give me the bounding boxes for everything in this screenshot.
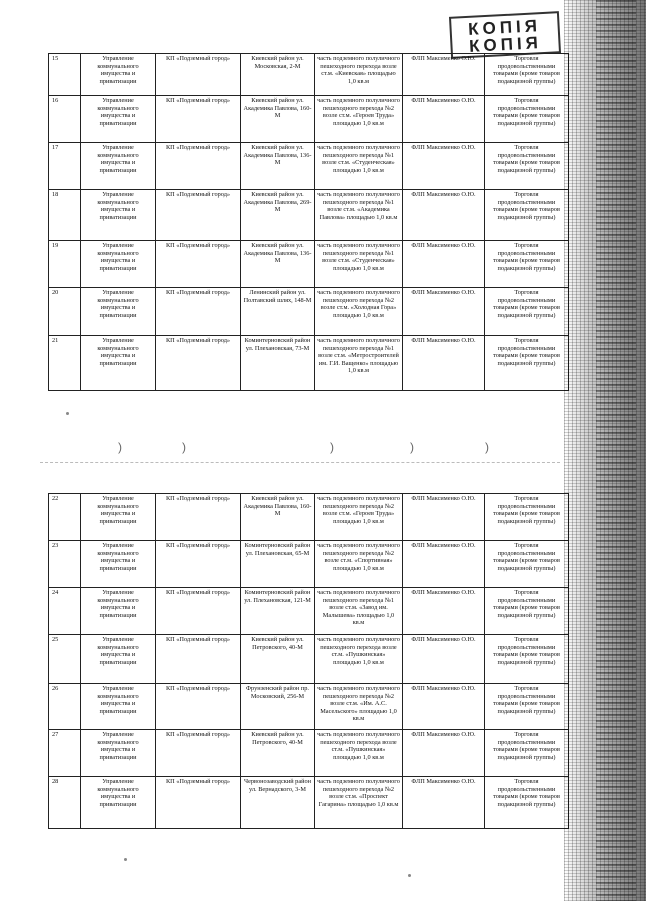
address-cell: Ленинский район ул. Полтавский шлях, 148-М (241, 288, 315, 336)
enterprise-cell: КП «Подземный город» (156, 190, 241, 241)
enterprise-cell: КП «Подземный город» (156, 494, 241, 541)
object-cell: часть подземного полуличного пешеходного перехода №2 возле ст.м. «Героев Труда» площадью 1,0 кв.м (315, 96, 403, 143)
table-row (49, 288, 569, 336)
row-number: 16 (49, 96, 81, 143)
object-cell: часть подземного полуличного пешеходного перехода №2 возле ст.м. «Героев Труда» площадью 1,0 кв.м (315, 494, 403, 541)
enterprise-cell: КП «Подземный город» (156, 777, 241, 829)
copy-stamp (449, 11, 561, 59)
enterprise-cell: КП «Подземный город» (156, 588, 241, 635)
table-row (49, 54, 569, 96)
use-cell: Торговля продовольственными товарами (кроме товаров подакцизной группы) (485, 730, 569, 777)
object-cell: часть подземного полуличного пешеходного перехода №1 возле ст.м. «Метростроителей им. Г.И. Ващенко» площадью 1,0 кв.м (315, 336, 403, 391)
address-cell: Коминтерновский район ул. Плехановская, 121-М (241, 588, 315, 635)
tenant-cell: ФЛП Максименко О.Ю. (403, 541, 485, 588)
organization-cell: Управление коммунального имущества и приватизации (81, 241, 156, 288)
scan-artifact: ) (485, 440, 489, 454)
object-cell: часть подземного полуличного пешеходного перехода №2 возле ст.м. «Холодная Гора» площадью 1,0 кв.м (315, 288, 403, 336)
row-number: 19 (49, 241, 81, 288)
scan-artifact: ) (182, 440, 186, 454)
tenant-cell: ФЛП Максименко О.Ю. (403, 635, 485, 684)
use-cell: Торговля продовольственными товарами (кроме товаров подакцизной группы) (485, 54, 569, 96)
table-row (49, 494, 569, 541)
row-number: 15 (49, 54, 81, 96)
row-number: 20 (49, 288, 81, 336)
address-cell: Коминтерновский район ул. Плехановская, 65-М (241, 541, 315, 588)
lease-table-bottom (48, 493, 569, 829)
lease-table-bottom-body (49, 494, 569, 829)
table-row (49, 541, 569, 588)
use-cell: Торговля продовольственными товарами (кроме товаров подакцизной группы) (485, 777, 569, 829)
table-row (49, 730, 569, 777)
enterprise-cell: КП «Подземный город» (156, 241, 241, 288)
use-cell: Торговля продовольственными товарами (кроме товаров подакцизной группы) (485, 190, 569, 241)
object-cell: часть подземного полуличного пешеходного перехода №1 возле ст.м. «Студенческая» площадью 1,0 кв.м (315, 241, 403, 288)
organization-cell: Управление коммунального имущества и приватизации (81, 541, 156, 588)
object-cell: часть подземного полуличного пешеходного перехода возле ст.м. «Пушкинская» площадью 1,0 кв.м (315, 635, 403, 684)
use-cell: Торговля продовольственными товарами (кроме товаров подакцизной группы) (485, 96, 569, 143)
table-row (49, 777, 569, 829)
scan-artifact: ) (410, 440, 414, 454)
address-cell: Коминтерновский район ул. Плехановская, 73-М (241, 336, 315, 391)
enterprise-cell: КП «Подземный город» (156, 288, 241, 336)
organization-cell: Управление коммунального имущества и приватизации (81, 336, 156, 391)
object-cell: часть подземного полуличного пешеходного перехода №2 возле ст.м. «Проспект Гагарина» площадью 1,0 кв.м (315, 777, 403, 829)
organization-cell: Управление коммунального имущества и приватизации (81, 143, 156, 190)
table-row (49, 241, 569, 288)
table-row (49, 143, 569, 190)
row-number: 27 (49, 730, 81, 777)
object-cell: часть подземного полуличного пешеходного перехода №1 возле ст.м. «Завод им. Малышева» площадью 1,0 кв.м (315, 588, 403, 635)
scan-artifact: ) (330, 440, 334, 454)
organization-cell: Управление коммунального имущества и приватизации (81, 96, 156, 143)
organization-cell: Управление коммунального имущества и приватизации (81, 588, 156, 635)
address-cell: Червонозаводский район ул. Вернадского, 3-М (241, 777, 315, 829)
address-cell: Киевский район ул. Академика Павлова, 136-М (241, 241, 315, 288)
scan-artifact (66, 412, 69, 415)
address-cell: Киевский район ул. Академика Павлова, 160-М (241, 96, 315, 143)
organization-cell: Управление коммунального имущества и приватизации (81, 288, 156, 336)
use-cell: Торговля продовольственными товарами (кроме товаров подакцизной группы) (485, 494, 569, 541)
address-cell: Фрунзенский район пр. Московский, 256-М (241, 684, 315, 730)
enterprise-cell: КП «Подземный город» (156, 635, 241, 684)
enterprise-cell: КП «Подземный город» (156, 96, 241, 143)
row-number: 23 (49, 541, 81, 588)
row-number: 18 (49, 190, 81, 241)
enterprise-cell: КП «Подземный город» (156, 541, 241, 588)
table-row (49, 336, 569, 391)
tenant-cell: ФЛП Максименко О.Ю. (403, 96, 485, 143)
tenant-cell: ФЛП Максименко О.Ю. (403, 143, 485, 190)
row-number: 28 (49, 777, 81, 829)
stamp-line-2: КОПІЯ (468, 33, 543, 56)
address-cell: Киевский район ул. Академика Павлова, 269-М (241, 190, 315, 241)
tenant-cell: ФЛП Максименко О.Ю. (403, 54, 485, 96)
organization-cell: Управление коммунального имущества и приватизации (81, 190, 156, 241)
tenant-cell: ФЛП Максименко О.Ю. (403, 190, 485, 241)
lease-table-top-body (49, 54, 569, 391)
organization-cell: Управление коммунального имущества и приватизации (81, 684, 156, 730)
tenant-cell: ФЛП Максименко О.Ю. (403, 684, 485, 730)
organization-cell: Управление коммунального имущества и приватизации (81, 54, 156, 96)
scan-artifact (408, 874, 411, 877)
scan-artifact: ) (118, 440, 122, 454)
row-number: 21 (49, 336, 81, 391)
object-cell: часть подземного полуличного пешеходного перехода возле ст.м. «Пушкинская» площадью 1,0 кв.м (315, 730, 403, 777)
enterprise-cell: КП «Подземный город» (156, 336, 241, 391)
scan-edge-noise (596, 0, 636, 901)
enterprise-cell: КП «Подземный город» (156, 730, 241, 777)
row-number: 17 (49, 143, 81, 190)
address-cell: Киевский район ул. Академика Павлова, 160-М (241, 494, 315, 541)
enterprise-cell: КП «Подземный город» (156, 684, 241, 730)
use-cell: Торговля продовольственными товарами (кроме товаров подакцизной группы) (485, 241, 569, 288)
organization-cell: Управление коммунального имущества и приватизации (81, 730, 156, 777)
object-cell: часть подземного полуличного пешеходного перехода №2 возле ст.м. «Спортивная» площадью 1,0 кв.м (315, 541, 403, 588)
object-cell: часть подземного полуличного пешеходного перехода №2 возле ст.м. «Им. А.С. Масельского» площадью 1,0 кв.м (315, 684, 403, 730)
table-row (49, 684, 569, 730)
enterprise-cell: КП «Подземный город» (156, 54, 241, 96)
tenant-cell: ФЛП Максименко О.Ю. (403, 588, 485, 635)
row-number: 24 (49, 588, 81, 635)
object-cell: часть подземного полуличного пешеходного перехода №1 возле ст.м. «Студенческая» площадью 1,0 кв.м (315, 143, 403, 190)
address-cell: Киевский район ул. Академика Павлова, 136-М (241, 143, 315, 190)
table-row (49, 190, 569, 241)
use-cell: Торговля продовольственными товарами (кроме товаров подакцизной группы) (485, 541, 569, 588)
address-cell: Киевский район ул. Московская, 2-М (241, 54, 315, 96)
row-number: 22 (49, 494, 81, 541)
tenant-cell: ФЛП Максименко О.Ю. (403, 241, 485, 288)
row-number: 26 (49, 684, 81, 730)
use-cell: Торговля продовольственными товарами (кроме товаров подакцизной группы) (485, 684, 569, 730)
table-row (49, 635, 569, 684)
tenant-cell: ФЛП Максименко О.Ю. (403, 336, 485, 391)
tenant-cell: ФЛП Максименко О.Ю. (403, 494, 485, 541)
use-cell: Торговля продовольственными товарами (кроме товаров подакцизной группы) (485, 336, 569, 391)
row-number: 25 (49, 635, 81, 684)
lease-table-top (48, 53, 569, 391)
enterprise-cell: КП «Подземный город» (156, 143, 241, 190)
address-cell: Киевский район ул. Петровского, 40-М (241, 730, 315, 777)
use-cell: Торговля продовольственными товарами (кроме товаров подакцизной группы) (485, 588, 569, 635)
tenant-cell: ФЛП Максименко О.Ю. (403, 730, 485, 777)
use-cell: Торговля продовольственными товарами (кроме товаров подакцизной группы) (485, 143, 569, 190)
page-break-divider (40, 462, 560, 464)
use-cell: Торговля продовольственными товарами (кроме товаров подакцизной группы) (485, 635, 569, 684)
object-cell: часть подземного полуличного пешеходного перехода №1 возле ст.м. «Академика Павлова» площадью 1,0 кв.м (315, 190, 403, 241)
object-cell: часть подземного полуличного пешеходного перехода возле ст.м. «Киевская» площадью 1,0 кв.м (315, 54, 403, 96)
address-cell: Киевский район ул. Петровского, 40-М (241, 635, 315, 684)
table-row (49, 588, 569, 635)
scan-artifact (124, 858, 127, 861)
tenant-cell: ФЛП Максименко О.Ю. (403, 288, 485, 336)
tenant-cell: ФЛП Максименко О.Ю. (403, 777, 485, 829)
use-cell: Торговля продовольственными товарами (кроме товаров подакцизной группы) (485, 288, 569, 336)
table-row (49, 96, 569, 143)
organization-cell: Управление коммунального имущества и приватизации (81, 635, 156, 684)
stamp-line-1: КОПІЯ (467, 16, 542, 39)
organization-cell: Управление коммунального имущества и приватизации (81, 777, 156, 829)
scan-edge-noise (564, 0, 646, 901)
organization-cell: Управление коммунального имущества и приватизации (81, 494, 156, 541)
